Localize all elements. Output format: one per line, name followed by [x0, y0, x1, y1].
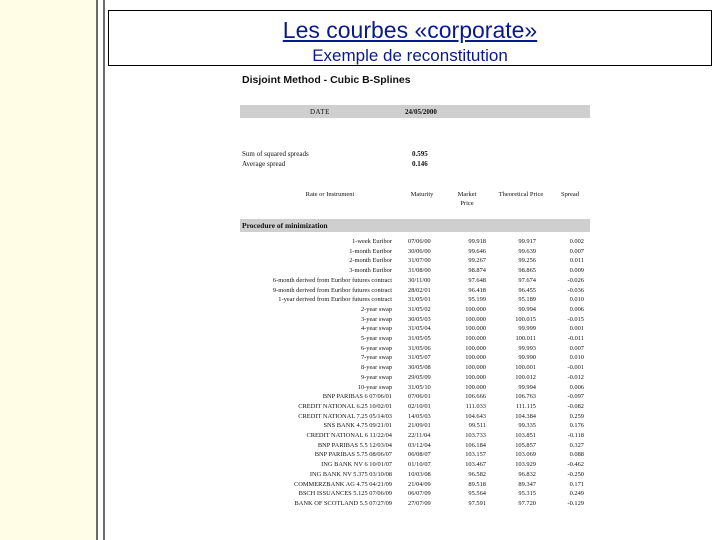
table-row [240, 305, 600, 315]
table-row [240, 363, 600, 373]
market-price-cell: 103.157 [465, 451, 486, 459]
table-row [240, 470, 600, 480]
theoretical-price-cell: 99.999 [518, 325, 536, 333]
maturity-cell: 06/08/07 [408, 451, 431, 459]
table-row [240, 334, 600, 344]
stat-value: 0.146 [412, 160, 428, 168]
spread-cell: 0.011 [569, 257, 584, 265]
table-row [240, 421, 600, 431]
spread-cell: -0.026 [567, 276, 584, 284]
theoretical-price-cell: 89.347 [518, 480, 536, 488]
instrument-cell: 2-month Euribor [349, 257, 392, 265]
maturity-cell: 07/06/00 [408, 238, 431, 245]
spread-cell: 0.006 [569, 305, 584, 313]
theoretical-price-cell: 99.994 [518, 305, 536, 313]
instrument-cell: BNP PARIBAS 5.75 08/06/07 [314, 451, 392, 459]
instrument-cell: 2-year swap [360, 305, 392, 313]
market-price-cell: 100.000 [465, 344, 486, 352]
maturity-cell: 31/08/00 [408, 267, 431, 275]
maturity-cell: 07/06/01 [408, 393, 431, 401]
market-price-cell: 100.000 [465, 335, 486, 342]
document-excerpt [240, 70, 600, 540]
table-row [240, 237, 600, 247]
spread-cell: 0.007 [569, 247, 584, 255]
instrument-cell: COMMERZBANK AG 4.75 04/21/09 [294, 480, 392, 488]
table-row [240, 353, 600, 363]
market-price-cell: 99.918 [468, 238, 486, 245]
theoretical-price-cell: 104.384 [515, 412, 536, 420]
theoretical-price-cell: 99.639 [518, 247, 536, 255]
left-margin-panel [0, 0, 96, 540]
theoretical-price-cell: 99.335 [518, 422, 536, 430]
theoretical-price-cell: 99.990 [518, 354, 536, 362]
spread-cell: 0.088 [569, 451, 584, 459]
spread-cell: 0.007 [569, 344, 584, 352]
title-box [108, 10, 712, 66]
table-row [240, 266, 600, 276]
table-row [240, 480, 600, 490]
spread-cell: -0.097 [567, 393, 584, 401]
instrument-cell: ING BANK NV 6 10/01/07 [321, 461, 392, 469]
theoretical-price-cell: 105.857 [515, 441, 536, 449]
spread-cell: -0.082 [567, 402, 584, 410]
table-row [240, 247, 600, 257]
maturity-cell: 21/09/01 [408, 422, 431, 430]
table-row [240, 402, 600, 412]
maturity-cell: 30/06/00 [408, 247, 431, 255]
vertical-divider [96, 0, 98, 540]
slide-subtitle: Exemple de reconstitution [312, 46, 508, 65]
theoretical-price-cell: 106.763 [515, 393, 536, 401]
spread-cell: -0.001 [567, 364, 584, 372]
instrument-cell: 10-year swap [357, 383, 392, 391]
theoretical-price-cell: 99.256 [518, 257, 536, 265]
spread-cell: 0.176 [569, 422, 584, 430]
spread-cell: 0.010 [569, 354, 584, 362]
maturity-cell: 31/05/01 [408, 296, 431, 304]
market-price-cell: 106.666 [465, 393, 486, 401]
maturity-cell: 30/05/08 [408, 364, 431, 372]
maturity-cell: 30/05/03 [408, 315, 431, 323]
instrument-cell: BANK OF SCOTLAND 5.5 07/27/09 [294, 499, 392, 507]
instrument-cell: 7-year swap [360, 354, 392, 362]
spread-cell: -0.011 [567, 335, 584, 342]
theoretical-price-cell: 96.832 [518, 470, 536, 478]
instrument-cell: ING BANK NV 5.375 03/10/08 [309, 470, 392, 478]
column-header-theoretical-price: Theoretical Price [498, 191, 544, 198]
market-price-cell: 89.518 [468, 480, 486, 488]
market-price-cell: 100.000 [465, 383, 486, 391]
maturity-cell: 02/10/01 [408, 402, 431, 410]
instrument-cell: 6-year swap [360, 344, 392, 352]
instrument-cell: 8-year swap [360, 364, 392, 372]
maturity-cell: 03/12/04 [408, 441, 431, 449]
procedure-label: Procedure of minimization [242, 221, 328, 230]
column-header-instrument: Rate or Instrument [305, 191, 355, 198]
spread-cell: -0.015 [567, 315, 584, 323]
spread-cell: -0.129 [567, 499, 584, 507]
theoretical-price-cell: 100.001 [515, 364, 536, 372]
theoretical-price-cell: 103.851 [515, 432, 536, 439]
table-row [240, 392, 600, 402]
theoretical-price-cell: 96.455 [518, 286, 536, 294]
instrument-cell: 1-week Euribor [352, 238, 392, 245]
maturity-cell: 31/05/06 [408, 344, 431, 352]
table-row [240, 431, 600, 441]
stat-value: 0.595 [412, 150, 428, 158]
date-label: DATE [310, 108, 330, 116]
table-row [240, 499, 600, 509]
maturity-cell: 14/05/03 [408, 412, 431, 420]
theoretical-price-cell: 97.674 [518, 276, 536, 284]
table-row [240, 315, 600, 325]
spread-cell: 0.002 [569, 238, 584, 245]
instrument-cell: 5-year swap [360, 335, 392, 342]
market-price-cell: 97.648 [468, 276, 486, 284]
spread-cell: 0.171 [569, 480, 584, 488]
market-price-cell: 100.000 [465, 305, 486, 313]
market-price-cell: 106.184 [465, 441, 486, 449]
table-row [240, 460, 600, 470]
instrument-cell: 1-year derived from Euribor futures contract [278, 296, 392, 304]
instrument-cell: CREDIT NATIONAL 6.25 10/02/01 [298, 402, 392, 410]
market-price-cell: 97.591 [468, 499, 486, 507]
spread-cell: 0.327 [569, 441, 584, 449]
theoretical-price-cell: 111.115 [515, 402, 536, 410]
market-price-cell: 100.000 [465, 354, 486, 362]
market-price-cell: 103.467 [465, 461, 486, 469]
maturity-cell: 31/05/04 [408, 325, 431, 333]
theoretical-price-cell: 95.315 [518, 490, 536, 498]
table-row [240, 344, 600, 354]
table-row [240, 412, 600, 422]
instrument-cell: 9-year swap [360, 373, 392, 381]
maturity-cell: 31/05/05 [408, 335, 431, 342]
table-row [240, 489, 600, 499]
theoretical-price-cell: 100.012 [515, 373, 536, 381]
maturity-cell: 06/07/09 [408, 490, 431, 498]
market-price-cell: 100.000 [465, 325, 486, 333]
maturity-cell: 29/05/09 [408, 373, 431, 381]
theoretical-price-cell: 95.189 [518, 296, 536, 304]
maturity-cell: 31/07/00 [408, 257, 431, 265]
maturity-cell: 01/10/07 [408, 461, 431, 469]
table-row [240, 324, 600, 334]
spread-cell: -0.118 [567, 432, 584, 439]
maturity-cell: 30/11/00 [408, 276, 431, 284]
document-title: Disjoint Method - Cubic B-Splines [242, 74, 411, 86]
table-row [240, 256, 600, 266]
table-row [240, 441, 600, 451]
market-price-cell: 99.511 [468, 422, 486, 430]
market-price-cell: 104.643 [465, 412, 486, 420]
instrument-cell: BNP PARIBAS 5.5 12/03/04 [317, 441, 392, 449]
instrument-cell: CREDIT NATIONAL 6 11/22/04 [306, 432, 392, 439]
instrument-cell: BSCH ISSUANCES 5.125 07/06/09 [298, 490, 392, 498]
market-price-cell: 111.033 [465, 402, 486, 410]
maturity-cell: 21/04/09 [408, 480, 431, 488]
spread-cell: -0.036 [567, 286, 584, 294]
theoretical-price-cell: 99.993 [518, 344, 536, 352]
instrument-cell: 9-month derived from Euribor futures contract [272, 286, 392, 294]
instrument-cell: 6-month derived from Euribor futures contract [272, 276, 392, 284]
spread-cell: 0.001 [569, 325, 584, 333]
spread-cell: 0.010 [569, 296, 584, 304]
maturity-cell: 31/05/10 [408, 383, 431, 391]
market-price-cell: 100.000 [465, 364, 486, 372]
date-value: 24/05/2000 [405, 108, 437, 116]
spread-cell: 0.259 [569, 412, 584, 420]
maturity-cell: 22/11/04 [408, 432, 431, 439]
table-row [240, 276, 600, 286]
spread-cell: 0.249 [569, 490, 584, 498]
maturity-cell: 28/02/01 [408, 286, 431, 294]
theoretical-price-cell: 103.929 [515, 461, 536, 469]
maturity-cell: 27/07/09 [408, 499, 431, 507]
market-price-cell: 99.267 [468, 257, 486, 265]
table-row [240, 450, 600, 460]
theoretical-price-cell: 98.865 [518, 267, 536, 275]
market-price-cell: 103.733 [465, 432, 486, 439]
instrument-cell: 3-year swap [360, 315, 392, 323]
table-row [240, 373, 600, 383]
table-row [240, 286, 600, 296]
market-price-cell: 98.874 [468, 267, 486, 275]
instrument-cell: CREDIT NATIONAL 7.25 05/14/03 [298, 412, 392, 420]
market-price-cell: 96.418 [468, 286, 486, 294]
instrument-cell: BNP PARIBAS 6 07/06/01 [322, 393, 392, 401]
theoretical-price-cell: 100.015 [515, 315, 536, 323]
column-header-maturity: Maturity [410, 191, 434, 198]
table-row [240, 295, 600, 305]
market-price-cell: 96.582 [468, 470, 486, 478]
instrument-cell: 3-month Euribor [349, 267, 392, 275]
instrument-cell: 4-year swap [360, 325, 392, 333]
spread-cell: -0.012 [567, 373, 584, 381]
instrument-cell: SNS BANK 4.75 09/21/01 [323, 422, 392, 430]
spread-cell: 0.006 [569, 383, 584, 391]
spread-cell: -0.250 [567, 470, 584, 478]
spread-cell: 0.009 [569, 267, 584, 275]
slide-title: Les courbes «corporate» [282, 17, 538, 43]
maturity-cell: 31/05/02 [408, 305, 431, 313]
instrument-cell: 1-month Euribor [349, 247, 392, 255]
stat-label: Average spread [242, 160, 286, 168]
maturity-cell: 31/05/07 [408, 354, 431, 362]
theoretical-price-cell: 97.720 [518, 499, 536, 507]
market-price-cell: 95.564 [468, 490, 486, 498]
theoretical-price-cell: 99.994 [518, 383, 536, 391]
market-price-cell: 95.199 [468, 296, 486, 304]
theoretical-price-cell: 103.069 [515, 451, 536, 459]
market-price-cell: 99.646 [468, 247, 486, 255]
column-header-spread: Spread [560, 191, 580, 198]
stat-label: Sum of squared spreads [242, 150, 309, 158]
maturity-cell: 10/03/08 [408, 470, 431, 478]
theoretical-price-cell: 100.011 [515, 335, 536, 342]
theoretical-price-cell: 99.917 [518, 238, 536, 245]
column-header-market-price: Market Price [457, 191, 477, 207]
vertical-divider [103, 0, 105, 540]
spread-cell: -0.462 [567, 461, 584, 469]
market-price-cell: 100.000 [465, 373, 486, 381]
table-row [240, 383, 600, 393]
market-price-cell: 100.000 [465, 315, 486, 323]
